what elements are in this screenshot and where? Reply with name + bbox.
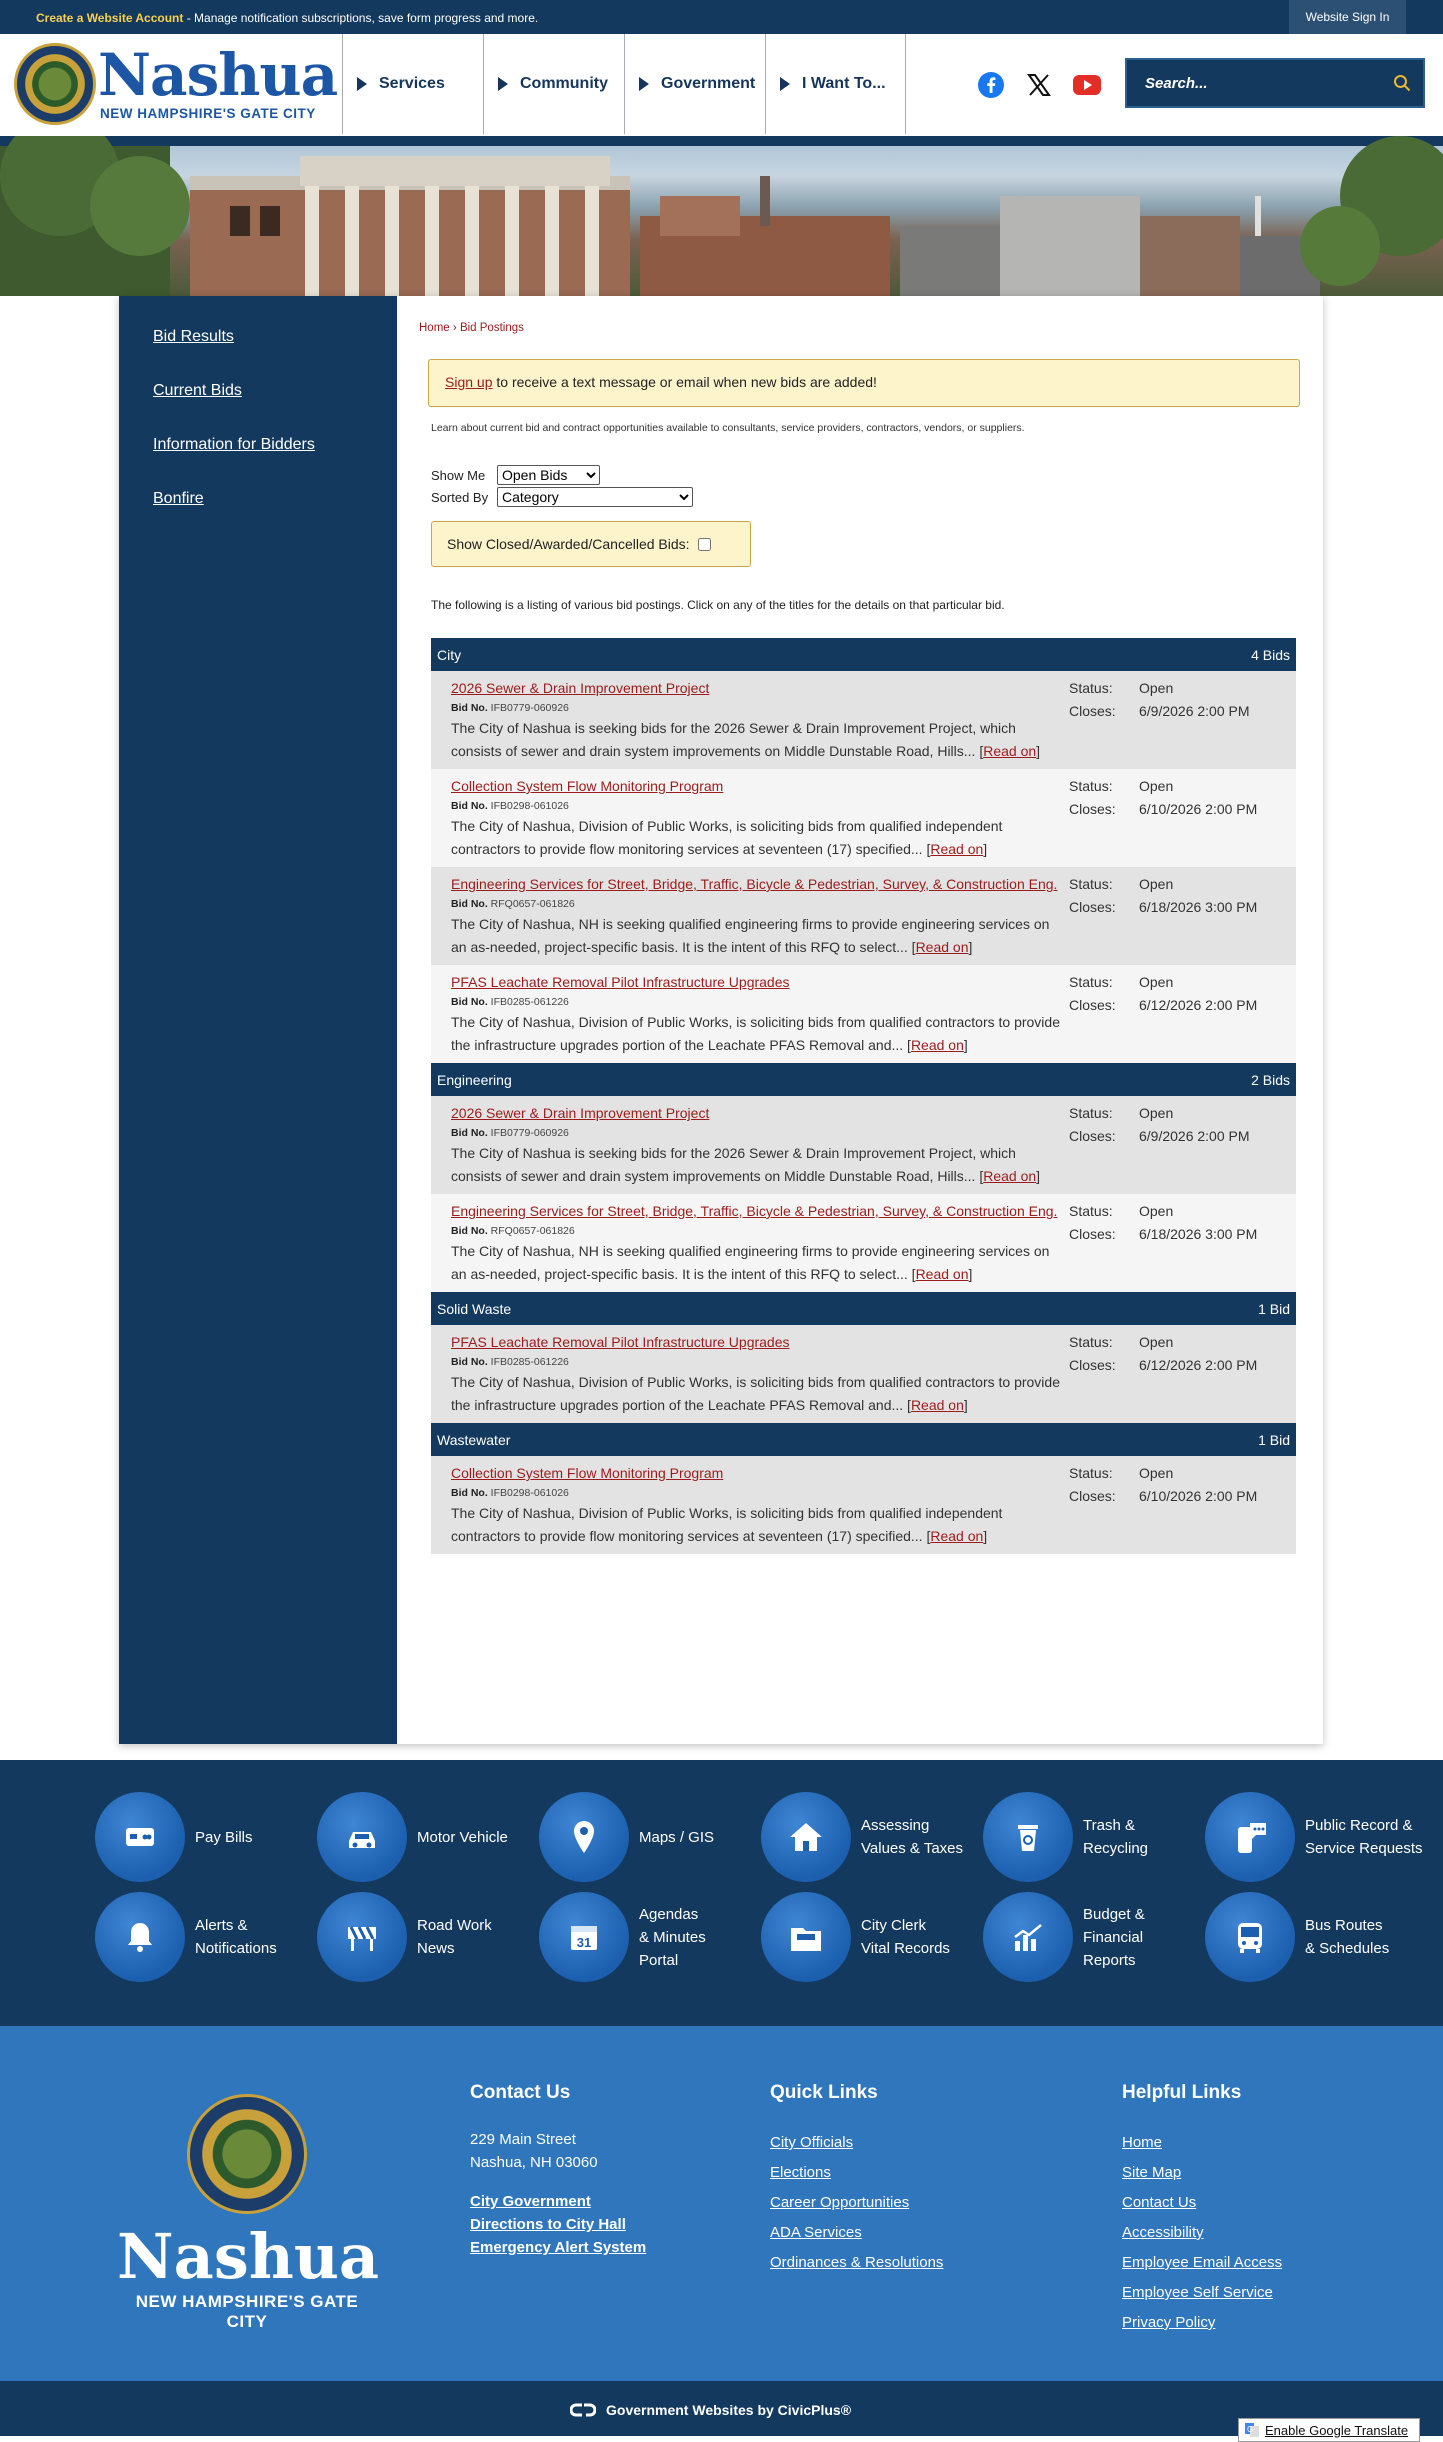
bid-status-block xyxy=(1069,1331,1257,1377)
bid-title-link[interactable]: Collection System Flow Monitoring Program xyxy=(451,1465,724,1481)
footer-helpful-links xyxy=(1122,2082,1282,2338)
bid-title-link[interactable]: 2026 Sewer & Drain Improvement Project xyxy=(451,1105,710,1121)
show-me-label: Show Me xyxy=(431,467,486,483)
caret-right-icon xyxy=(639,77,649,91)
closes-value: 6/9/2026 2:00 PM xyxy=(1139,703,1250,719)
bid-row xyxy=(431,1325,1296,1423)
logo-tagline: NEW HAMPSHIRE'S GATE CITY xyxy=(100,106,316,121)
show-closed-box xyxy=(431,521,751,567)
sign-up-link[interactable]: Sign up xyxy=(445,374,493,390)
nav-services[interactable] xyxy=(342,34,483,134)
bid-description-text: The City of Nashua, Division of Public Works, is soliciting bids from qualified independent contractors to provide flow monitoring services at seventeen (17) specified... xyxy=(451,818,1003,857)
category-count: 1 Bid xyxy=(1258,1431,1290,1448)
quick-link-alerts-notifications[interactable] xyxy=(95,1892,317,1982)
facebook-icon[interactable] xyxy=(976,70,1006,100)
quick-link-bus-routes-schedules[interactable] xyxy=(1205,1892,1427,1982)
footer-link-directions[interactable]: Directions to City Hall xyxy=(470,2216,626,2233)
breadcrumb xyxy=(419,322,524,334)
closes-label: Closes: xyxy=(1069,899,1116,915)
quick-link-maps-gis[interactable] xyxy=(539,1792,761,1882)
footer-link[interactable]: ADA Services xyxy=(770,2224,862,2241)
status-value: Open xyxy=(1139,778,1174,794)
category-count: 2 Bids xyxy=(1251,1071,1290,1088)
footer-quick-title: Quick Links xyxy=(770,2082,878,2103)
social-links xyxy=(976,70,1102,100)
bid-status-block xyxy=(1069,775,1257,821)
footer-contact xyxy=(470,2082,646,2259)
bell-icon xyxy=(95,1892,185,1982)
folder-icon xyxy=(761,1892,851,1982)
sorted-by-select[interactable] xyxy=(497,487,693,507)
read-on-link[interactable]: Read on xyxy=(910,1037,964,1053)
main-nav xyxy=(342,34,906,134)
logo-name: Nashua xyxy=(98,41,338,109)
status-label: Status: xyxy=(1069,1465,1113,1481)
bid-row xyxy=(431,769,1296,867)
top-bar xyxy=(0,0,1443,34)
bid-description-text: The City of Nashua, NH is seeking qualified engineering firms to provide engineering services on an as-needed, project-specific basis. It is the intent of this RFQ to select... xyxy=(451,916,1050,955)
quick-link-label: Pay Bills xyxy=(195,1828,253,1846)
footer-contact-title: Contact Us xyxy=(470,2082,571,2103)
nav-label: Community xyxy=(520,75,608,92)
quick-link-trash-recycling[interactable] xyxy=(983,1792,1205,1882)
bid-description-text: The City of Nashua, Division of Public Works, is soliciting bids from qualified contractors to provide the infrastructure upgrades portion of the Leachate PFAS Removal and... xyxy=(451,1374,1060,1413)
svg-text:31: 31 xyxy=(576,1935,592,1950)
footer-address-line1: 229 Main Street xyxy=(470,2131,576,2148)
status-value: Open xyxy=(1139,1105,1174,1121)
footer-link[interactable]: Employee Self Service xyxy=(1122,2284,1273,2301)
bid-row xyxy=(431,1194,1296,1292)
google-translate-icon xyxy=(1245,2423,1259,2437)
bid-title-link[interactable]: Collection System Flow Monitoring Program xyxy=(451,778,724,794)
city-seal-icon xyxy=(14,43,96,125)
alert-text: to receive a text message or email when new bids are added! xyxy=(492,374,877,390)
sorted-by-label: Sorted By xyxy=(431,489,489,505)
caret-right-icon xyxy=(780,77,790,91)
breadcrumb-separator: › xyxy=(452,322,457,334)
category-name: City xyxy=(437,646,462,663)
bid-number-value: RFQ0657-061826 xyxy=(490,898,575,910)
quick-link-label: Road Work News xyxy=(417,1917,492,1957)
caret-right-icon xyxy=(498,77,508,91)
bid-number-label: Bid No. xyxy=(451,996,488,1008)
bid-row xyxy=(431,1096,1296,1194)
category-name: Solid Waste xyxy=(437,1300,512,1317)
footer-link[interactable]: City Officials xyxy=(770,2134,854,2151)
credit-card-icon xyxy=(95,1792,185,1882)
youtube-icon[interactable] xyxy=(1072,70,1102,100)
search-icon[interactable] xyxy=(1393,74,1411,97)
bid-title-link[interactable]: Engineering Services for Street, Bridge, Traffic, Bicycle & Pedestrian, Survey, & Construction Eng. xyxy=(451,1203,1058,1219)
city-seal-icon xyxy=(187,2094,307,2214)
closes-value: 6/12/2026 2:00 PM xyxy=(1139,1357,1258,1373)
category-name: Wastewater xyxy=(437,1431,511,1448)
breadcrumb-home[interactable]: Home xyxy=(419,322,450,334)
hero-banner-image xyxy=(0,136,1443,296)
bid-description: The City of Nashua, NH is seeking qualified engineering firms to provide engineering services on an as-needed, project-specific basis. It is the intent of this RFQ to select... [Read on] xyxy=(451,916,1050,955)
bid-status-block xyxy=(1069,1200,1257,1246)
bid-description: The City of Nashua, Division of Public Works, is soliciting bids from qualified contractors to provide the infrastructure upgrades portion of the Leachate PFAS Removal and... [Read on] xyxy=(451,1014,1060,1053)
closes-label: Closes: xyxy=(1069,997,1116,1013)
read-on-link[interactable]: Read on xyxy=(915,939,969,955)
closes-value: 6/10/2026 2:00 PM xyxy=(1139,801,1258,817)
bid-status-block xyxy=(1069,1462,1257,1508)
bid-description-text: The City of Nashua is seeking bids for the 2026 Sewer & Drain Improvement Project, which consists of sewer and drain system improvements on Middle Dunstable Road, Hills... xyxy=(451,1145,1016,1184)
bid-row xyxy=(431,965,1296,1063)
create-account-link[interactable]: Create a Website Account xyxy=(36,11,184,25)
closes-value: 6/9/2026 2:00 PM xyxy=(1139,1128,1250,1144)
footer-link[interactable]: Site Map xyxy=(1122,2164,1182,2181)
nav-label: Government xyxy=(661,75,756,92)
read-on-link[interactable]: Read on xyxy=(983,743,1037,759)
closes-label: Closes: xyxy=(1069,1128,1116,1144)
bid-number-label: Bid No. xyxy=(451,1356,488,1368)
bid-number-label: Bid No. xyxy=(451,1487,488,1499)
category-header xyxy=(431,638,1296,671)
category-count: 1 Bid xyxy=(1258,1300,1290,1317)
bid-title-link[interactable]: 2026 Sewer & Drain Improvement Project xyxy=(451,680,710,696)
status-label: Status: xyxy=(1069,1334,1113,1350)
breadcrumb-current: Bid Postings xyxy=(459,322,524,334)
site-footer xyxy=(0,2026,1443,2381)
footer-link[interactable]: Privacy Policy xyxy=(1122,2314,1216,2331)
bid-description-text: The City of Nashua is seeking bids for the 2026 Sewer & Drain Improvement Project, which consists of sewer and drain system improvements on Middle Dunstable Road, Hills... xyxy=(451,720,1016,759)
civicplus-icon xyxy=(570,2403,596,2417)
category-count: 4 Bids xyxy=(1251,646,1290,663)
closes-value: 6/18/2026 3:00 PM xyxy=(1139,1226,1258,1242)
status-label: Status: xyxy=(1069,876,1113,892)
show-closed-checkbox[interactable] xyxy=(698,538,711,551)
bid-title-link[interactable]: PFAS Leachate Removal Pilot Infrastructure Upgrades xyxy=(451,974,790,990)
svg-text:G: G xyxy=(1247,2425,1254,2434)
category-header xyxy=(431,1063,1296,1096)
bid-number-value: IFB0298-061026 xyxy=(490,800,569,812)
quick-link-label: Maps / GIS xyxy=(639,1828,715,1846)
read-on-link[interactable]: Read on xyxy=(983,1168,1037,1184)
bid-number-value: RFQ0657-061826 xyxy=(490,1225,575,1237)
show-closed-label: Show Closed/Awarded/Cancelled Bids: xyxy=(447,536,690,552)
status-value: Open xyxy=(1139,680,1174,696)
bid-description: The City of Nashua is seeking bids for the 2026 Sewer & Drain Improvement Project, which consists of sewer and drain system improvements on Middle Dunstable Road, Hills... [Read on] xyxy=(451,720,1041,759)
footer-logo-tagline: NEW HAMPSHIRE'S GATE CITY xyxy=(135,2292,359,2331)
footer-link[interactable]: Employee Email Access xyxy=(1122,2254,1283,2271)
sidebar xyxy=(119,296,397,1744)
bid-description: The City of Nashua is seeking bids for the 2026 Sewer & Drain Improvement Project, which consists of sewer and drain system improvements on Middle Dunstable Road, Hills... [Read on] xyxy=(451,1145,1041,1184)
quick-link-label: Trash & Recycling xyxy=(1083,1817,1149,1857)
search-input[interactable] xyxy=(1127,75,1367,92)
city-skyline-image xyxy=(0,136,1443,296)
footer-link[interactable]: Career Opportunities xyxy=(770,2194,910,2211)
bid-row xyxy=(431,867,1296,965)
footer-quick-links xyxy=(770,2082,943,2278)
calendar-icon xyxy=(539,1892,629,1982)
quick-link-label: Alerts & Notifications xyxy=(195,1917,277,1957)
quick-link-label: City Clerk Vital Records xyxy=(861,1917,950,1957)
quick-link-label: Budget & Financial Reports xyxy=(1083,1905,1145,1969)
footer-link-emergency-alert[interactable]: Emergency Alert System xyxy=(470,2239,647,2256)
quick-link-motor-vehicle[interactable] xyxy=(317,1792,539,1882)
quick-link-budget-financial-reports[interactable] xyxy=(983,1892,1205,1982)
bid-number-value: IFB0298-061026 xyxy=(490,1487,569,1499)
footer-link[interactable]: Home xyxy=(1122,2134,1163,2151)
bid-description: The City of Nashua, Division of Public Works, is soliciting bids from qualified independent contractors to provide flow monitoring services at seventeen (17) specified... [Read on] xyxy=(451,1505,1003,1544)
bid-number-value: IFB0779-060926 xyxy=(490,1127,569,1139)
footer-logo[interactable] xyxy=(117,2094,380,2331)
bid-status-block xyxy=(1069,677,1250,723)
quick-link-assessing-values-taxes[interactable] xyxy=(761,1792,983,1882)
status-label: Status: xyxy=(1069,680,1113,696)
website-sign-in-button[interactable]: Website Sign In xyxy=(1289,0,1406,34)
footer-address-line2: Nashua, NH 03060 xyxy=(470,2154,598,2171)
bid-row xyxy=(431,1456,1296,1554)
bid-description: The City of Nashua, Division of Public Works, is soliciting bids from qualified contractors to provide the infrastructure upgrades portion of the Leachate PFAS Removal and... [Read on] xyxy=(451,1374,1060,1413)
civicplus-link[interactable] xyxy=(570,2402,851,2418)
category-header xyxy=(431,1292,1296,1325)
footer-link[interactable]: Accessibility xyxy=(1122,2224,1204,2241)
x-icon[interactable] xyxy=(1024,70,1054,100)
bid-row xyxy=(431,671,1296,769)
search-box xyxy=(1125,58,1425,108)
status-label: Status: xyxy=(1069,1105,1113,1121)
status-value: Open xyxy=(1139,1465,1174,1481)
main-content-card xyxy=(119,296,1323,1744)
google-translate-button[interactable] xyxy=(1238,2418,1420,2442)
bid-status-block xyxy=(1069,971,1257,1017)
bid-number-value: IFB0285-061226 xyxy=(490,996,569,1008)
read-on-link[interactable]: Read on xyxy=(930,841,984,857)
bid-number-value: IFB0285-061226 xyxy=(490,1356,569,1368)
site-logo[interactable] xyxy=(14,40,338,130)
intro-text: Learn about current bid and contract opportunities available to consultants, service providers, contractors, vendors, or suppliers. xyxy=(431,422,1025,434)
barrier-icon xyxy=(317,1892,407,1982)
closes-label: Closes: xyxy=(1069,703,1116,719)
footer-link-city-government[interactable]: City Government xyxy=(470,2193,591,2210)
quick-link-label: Agendas & Minutes Portal xyxy=(639,1905,706,1969)
closes-value: 6/10/2026 2:00 PM xyxy=(1139,1488,1258,1504)
read-on-link[interactable]: Read on xyxy=(915,1266,969,1282)
site-header xyxy=(0,34,1443,136)
footer-helpful-title: Helpful Links xyxy=(1122,2082,1242,2103)
closes-value: 6/18/2026 3:00 PM xyxy=(1139,899,1258,915)
category-header xyxy=(431,1423,1296,1456)
status-value: Open xyxy=(1139,1334,1174,1350)
nav-label: I Want To... xyxy=(802,75,886,92)
status-value: Open xyxy=(1139,876,1174,892)
status-label: Status: xyxy=(1069,1203,1113,1219)
bus-icon xyxy=(1205,1892,1295,1982)
bid-number-label: Bid No. xyxy=(451,898,488,910)
signup-alert xyxy=(428,359,1300,407)
trash-icon xyxy=(983,1792,1073,1882)
house-icon xyxy=(761,1792,851,1882)
closes-label: Closes: xyxy=(1069,1488,1116,1504)
quick-links-bar xyxy=(0,1760,1443,2026)
quick-link-pay-bills[interactable] xyxy=(95,1792,317,1882)
nav-label: Services xyxy=(379,75,445,92)
closes-label: Closes: xyxy=(1069,1226,1116,1242)
phone-chat-icon xyxy=(1205,1792,1295,1882)
status-label: Status: xyxy=(1069,778,1113,794)
bid-number-label: Bid No. xyxy=(451,702,488,714)
bid-title-link[interactable]: Engineering Services for Street, Bridge, Traffic, Bicycle & Pedestrian, Survey, & Construction Eng. xyxy=(451,876,1058,892)
closes-value: 6/12/2026 2:00 PM xyxy=(1139,997,1258,1013)
sidebar-item-information-for-bidders[interactable]: Information for Bidders xyxy=(153,436,315,453)
bid-description-text: The City of Nashua, NH is seeking qualified engineering firms to provide engineering services on an as-needed, project-specific basis. It is the intent of this RFQ to select... xyxy=(451,1243,1050,1282)
sidebar-item-bonfire[interactable]: Bonfire xyxy=(153,490,204,507)
car-icon xyxy=(317,1792,407,1882)
quick-link-label: Bus Routes & Schedules xyxy=(1305,1917,1390,1957)
status-label: Status: xyxy=(1069,974,1113,990)
sidebar-item-current-bids[interactable]: Current Bids xyxy=(153,382,242,399)
status-value: Open xyxy=(1139,1203,1174,1219)
nav-community[interactable] xyxy=(483,34,624,134)
footer-link[interactable]: Contact Us xyxy=(1122,2194,1197,2211)
quick-link-public-record-service-requests[interactable] xyxy=(1205,1792,1427,1882)
quick-link-road-work-news[interactable] xyxy=(317,1892,539,1982)
read-on-link[interactable]: Read on xyxy=(930,1528,984,1544)
status-value: Open xyxy=(1139,974,1174,990)
quick-link-label: Public Record & Service Requests xyxy=(1305,1817,1423,1857)
bid-description: The City of Nashua, Division of Public Works, is soliciting bids from qualified independent contractors to provide flow monitoring services at seventeen (17) specified... [Read on] xyxy=(451,818,1003,857)
sidebar-item-bid-results[interactable]: Bid Results xyxy=(153,328,234,345)
footer-link[interactable]: Elections xyxy=(770,2164,831,2181)
listing-text: The following is a listing of various bid postings. Click on any of the titles for the details on that particular bid. xyxy=(431,598,1005,612)
quick-link-label: Motor Vehicle xyxy=(417,1828,508,1846)
quick-link-agendas-minutes-portal[interactable] xyxy=(539,1892,761,1982)
bid-status-block xyxy=(1069,1102,1250,1148)
bid-description: The City of Nashua, NH is seeking qualified engineering firms to provide engineering services on an as-needed, project-specific basis. It is the intent of this RFQ to select... [Read on] xyxy=(451,1243,1050,1282)
bid-status-block xyxy=(1069,873,1257,919)
footer-link[interactable]: Ordinances & Resolutions xyxy=(770,2254,944,2271)
closes-label: Closes: xyxy=(1069,801,1116,817)
bottom-bar xyxy=(0,2381,1443,2436)
bid-number-label: Bid No. xyxy=(451,1225,488,1237)
nav-i-want-to[interactable] xyxy=(765,34,906,134)
map-pin-icon xyxy=(539,1792,629,1882)
read-on-link[interactable]: Read on xyxy=(910,1397,964,1413)
bid-description-text: The City of Nashua, Division of Public Works, is soliciting bids from qualified independent contractors to provide flow monitoring services at seventeen (17) specified... xyxy=(451,1505,1003,1544)
nav-government[interactable] xyxy=(624,34,765,134)
bid-number-label: Bid No. xyxy=(451,1127,488,1139)
chart-icon xyxy=(983,1892,1073,1982)
filter-form xyxy=(431,464,693,508)
account-message-text: - Manage notification subscriptions, save form progress and more. xyxy=(186,11,539,25)
bid-number-value: IFB0779-060926 xyxy=(490,702,569,714)
bid-description-text: The City of Nashua, Division of Public Works, is soliciting bids from qualified contractors to provide the infrastructure upgrades portion of the Leachate PFAS Removal and... xyxy=(451,1014,1060,1053)
quick-link-city-clerk-vital-records[interactable] xyxy=(761,1892,983,1982)
bid-table xyxy=(431,638,1296,1554)
bid-number-label: Bid No. xyxy=(451,800,488,812)
closes-label: Closes: xyxy=(1069,1357,1116,1373)
civicplus-text: Government Websites by CivicPlus® xyxy=(606,2402,852,2418)
footer-logo-name: Nashua xyxy=(117,2220,380,2293)
show-me-select[interactable] xyxy=(497,465,600,485)
bid-title-link[interactable]: PFAS Leachate Removal Pilot Infrastructure Upgrades xyxy=(451,1334,790,1350)
account-message xyxy=(36,11,538,25)
category-name: Engineering xyxy=(437,1071,512,1088)
quick-link-label: Assessing Values & Taxes xyxy=(861,1817,964,1857)
translate-label: Enable Google Translate xyxy=(1265,2422,1409,2438)
caret-right-icon xyxy=(357,77,367,91)
